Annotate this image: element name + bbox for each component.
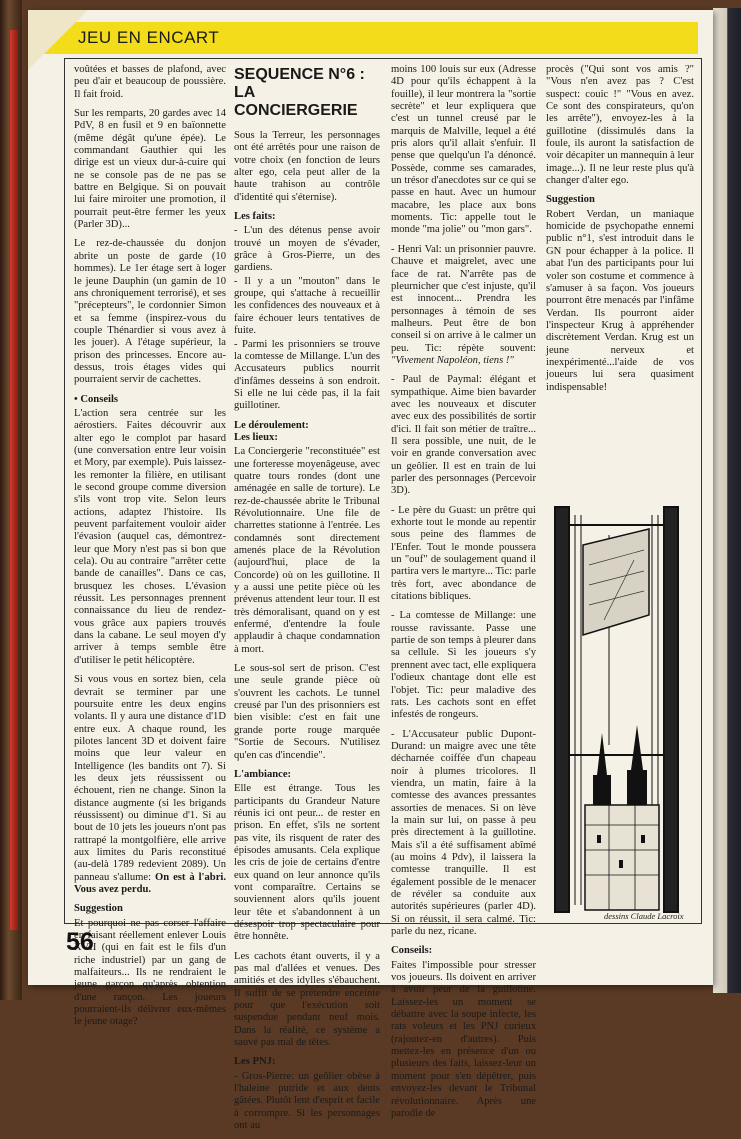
column-3 <box>391 64 536 1127</box>
paragraph: Le rez-de-chaussée du donjon abrite un poste de garde (10 hommes). Le 1er étage sert à loger le jeune Dauphin (un gamin de 10 ans chroniquement terrorisé), et ses "précepteurs", le cordonnier Simon et sa femme (inspirez-vous du couple Thénardier si vous avez à les jouer). A l'étage supérieur, la prison des princesses. Encore au-dessus, trois étages vides qui pourraient servir de cachettes. <box>74 238 226 386</box>
paragraph: moins 100 louis sur eux (Adresse 4D pour qu'ils échappent à la fouille), il leur montrera la "sortie secrète" et leur expliquera que c'est un tunnel creusé par le marquis de Malville, lequel a été pris alors qu'il allait s'enfuir. Il pense que quelqu'un l'a dénoncé. Possède, comme ses camarades, un trésor d'anecdotes sur ce qui se passe en haut. Avec un humour macabre, les place aux bons moments. Tic: appelle tout le monde "ma jolie" ou "mon gars". <box>391 64 536 236</box>
title-line: SEQUENCE N°6 : <box>234 66 365 83</box>
paragraph: Le sous-sol sert de prison. C'est une seule grande pièce où s'ouvrent les cachots. Le tunnel creusé par l'un des prisonniers est bien visible: c'est en fait une grande porte rouge marquée "Sortie de Secours. N'utilisez qu'en cas d'incendie". <box>234 663 380 761</box>
italic-quote: "Vivement Napoléon, tiens !" <box>391 354 514 366</box>
paragraph: Les cachots étant ouverts, il y a pas mal d'allées et venues. Des amitiés et des idylles s'ébauchent. Il suffit de se prétendre enceinte pour que l'exécution soit suspendue pendant neuf mois. Dans la réalité, ce système a sauvé pas mal de têtes. <box>234 950 380 1049</box>
sequence-title <box>234 66 380 120</box>
column-2 <box>234 64 380 1139</box>
title-line: LA CONCIERGERIE <box>234 84 358 119</box>
paragraph <box>74 674 226 896</box>
illustration-credit: dessins Claude Lacroix <box>604 911 684 921</box>
paragraph-text: Si vous vous en sortez bien, cela devrait se terminer par une poursuite entre les deux engins volants. Il y aura une distance d'1D entre eux. A chaque round, les pilotes lancent 3D et doivent faire moins que leur valeur en Intelligence (les bandits ont 7). Si les deux jets réussissent ou échouent, rien ne change. Sinon la distance augmente (si les brigands réussissent) ou diminue d'1. Si au bout de 10 jets les joueurs n'ont pas rattrapé la montgolfière, elle arrive aux limites du Paris reconstitué (au-delà 1789 redevient 2089). Un panneau s'allume: <box>74 674 226 883</box>
paragraph: Sur les remparts, 20 gardes avec 14 PdV, 8 en fusil et 9 en baïonnette (même dégât qu'une épée). Le commandant Gauthier qui les dirige est un vieux dur-à-cuire qui ne se console pas de ne pas se battre en Belgique. Si on pouvait lui faire miroiter une promotion, il pourrait peut-être fermer les yeux (Parler 3D)... <box>74 108 226 231</box>
banner-title: JEU EN ENCART <box>78 28 220 47</box>
paragraph: - L'Accusateur public Dupont-Durand: un maigre avec une tête décharnée coiffée d'un chapeau noir à plumes tricolores. Il viendra, un matin, faire à la comtesse des avances pressantes assorties de menaces. Si on lève la main sur lui, on passe à peu près directement à la guillotine. Mais s'il a été suffisament abîmé (au moins 4 Pdv), il laissera la comtesse tranquille. Il est également possible de le menacer de révéler sa conduite aux autorités supérieures (parler 4D). Si on réussit, il sera calmé. Tic: parle du nez, ricane. <box>391 728 536 938</box>
binder <box>0 0 22 1000</box>
paragraph <box>391 244 536 367</box>
paragraph: - Le père du Guast: un prêtre qui exhorte tout le monde au repentir sous peine des flammes de l'Enfer. Tout le monde poussera un "ouf" de soulagement quand il partira vers le martyre... Tic: parle très fort, avec abondance de citations bibliques. <box>391 504 536 603</box>
paragraph: - Parmi les prisonniers se trouve la comtesse de Millange. L'un des Accusateurs publics nourrit d'infâmes desseins à son endroit. Si elle ne lui cède pas, il la fait guillotiner. <box>234 338 380 412</box>
column-1 <box>74 64 226 1036</box>
paragraph: - Gros-Pierre: un geôlier obèse à l'haleine putride et aux dents gâtées. Plutôt lent d'esprit et facile à corrompre. Si les personnages ont au <box>234 1070 380 1132</box>
paragraph: procès ("Qui sont vos amis ?" "Vous n'en avez pas ? C'est suspect: couic !" "Vous en avez. Ce sont des conspirateurs, qu'on les arrête"), envoyez-les à la guillotine (dissimulés dans la foule, ils auront la satisfaction de voir décapiter un mannequin à leur image...). Il ne leur reste plus qu'à changer d'alter ego. <box>546 64 694 187</box>
guillotine-illustration <box>549 505 690 915</box>
section-banner <box>38 22 698 54</box>
heading-deroulement: Le déroulement: <box>234 419 309 431</box>
paragraph: L'action sera centrée sur les aérostiers. Faites découvrir aux alter ego le complot par hasard (une conversation entre leur voisin et Mory, par exemple). Puis laissez-les remonter la filière, en utilisant le second groupe comme diversion s'ils vont trop vite. Selon leurs actions, adaptez l'histoire. Ils peuvent parfaitement vouloir aider l'évasion (auquel cas, démontrez-leur que Mory n'est pas si bon que cela). Ou au contraire "arrêter cette bande de canailles". Dans ce cas, brusquez les choses. L'évasion réussit. Les personnages prennent connaissance du lieu de rendez-vous grâce aux papiers trouvés dans la cabane. Le seul moyen d'y arriver à temps semble être d'utiliser le petit hélicoptère. <box>74 407 226 666</box>
heading-lieux: Les lieux: <box>234 431 278 443</box>
paragraph: Et pourquoi ne pas corser l'affaire en faisant réellement enlever Louis XVII (qui en fait est le fils d'un riche industriel) par un gang de malfaiteurs... Ils ne rendraient le jeune garçon qu'après obtention d'une rançon. Les joueurs pourraient-ils délivrer eux-mêmes le jeune otage? <box>74 917 226 1028</box>
paragraph: - Paul de Paymal: élégant et sympathique. Aime bien bavarder avec les nouveaux et discuter avec eux des possibilités de sortir d'ici. Il fait son métier de traître... Il sera possible, une nuit, de le voir en grande conversation avec un geôlier. Il est en train de lui parler des personnages (Percevoir 3D). <box>391 374 536 497</box>
paragraph: - L'un des détenus pense avoir trouvé un moyen de s'évader, grâce à Gros-Pierre, un des gardiens. <box>234 225 380 274</box>
paragraph-text: - Henri Val: un prisonnier pauvre. Chauve et maigrelet, avec une face de rat. N'arrête pas de pleurnicher que c'est injuste, qu'il est innocent... Prendra les personnages à témoin de ses malheurs. Peut être de bon conseil si on arrive à le calmer un peu. Tic: répète souvent: <box>391 243 536 354</box>
paragraph: Robert Verdan, un maniaque homicide de psychopathe ennemi public n°1, s'est introduit dans le GN pour échapper à la police. Il abat l'un des participants pour lui voler son costume et commence à s'amuser à sa façon. Vos joueurs pourront être menacés par l'infâme Verdan. Ils pourront aider l'inspecteur Krug à appréhender discrètement Verdan. Krug est un jeune nerveux et inexpérimenté...l'aide de vos joueurs lui sera quasiment indispensable! <box>546 208 694 393</box>
paragraph: Elle est étrange. Tous les participants du Grandeur Nature réunis ici ont peur... de rester en prison. En effet, s'ils ne sortent pas vite, ils risquent de rater des épisodes amusants. Cela explique les cris de joie de certains d'entre eux quand on leur annonce qu'ils vont comparaître. Certains se souviennent alors qu'ils jouent leur tête et s'abandonnent à un désespoir trop spectaculaire pour être honnête. <box>234 783 380 943</box>
heading-conseils: Conseils: <box>391 945 433 957</box>
paragraph: - La comtesse de Millange: une rousse ravissante. Passe une partie de son temps à pleurer dans sa cellule. Si les joueurs s'y prennent avec tact, elle expliquera l'odieux chantage dont elle est l'objet. Tic: peur maladive des rats. Les cachots sont en effet infestés de rongeurs. <box>391 610 536 721</box>
heading-faits: Les faits: <box>234 211 276 223</box>
heading-suggestion: Suggestion <box>74 903 123 915</box>
paragraph: La Conciergerie "reconstituée" est une forteresse moyenâgeuse, avec quatre tours rondes (dont une aménagée en salle de torture). Le rez-de-chaussée abrite le Tribunal Révolutionnaire. Une file de charrettes stationne à l'entrée. Les condamnés sont directement amenés place de la Révolution (aujourd'hui, place de la Concorde) où on les guillotine. Il y a aussi une petite pièce où les prévenus attendent leur tour. Il est très démoralisant, quand on y est enfermé, d'entendre la foule applaudir à chaque condamnation à mort. <box>234 446 380 655</box>
heading-conseils: • Conseils <box>74 393 119 405</box>
column-4 <box>546 64 694 401</box>
heading-pnj: Les PNJ: <box>234 1056 276 1068</box>
paragraph: voûtées et basses de plafond, avec peu d'air et beaucoup de poussière. Il fait froid. <box>74 64 226 100</box>
heading-ambiance: L'ambiance: <box>234 768 292 780</box>
paragraph: Faites l'impossible pour stresser vos joueurs. Ils doivent en arriver à avoir peur de la guillotine. Laissez-les un moment se débattre avec la soupe infecte, les rats voleurs et les PNJ curieux (rajoutez-en d'autres). Puis mettez-les en présence d'un ou plusieurs des faits, laissez-leur un moment pour s'en dépêtrer, puis envoyez-les devant le Tribunal révolutionnaire. Après une parodie de <box>391 959 536 1119</box>
paragraph: Sous la Terreur, les personnages ont été arrêtés pour une raison de votre choix (en fonction de leurs alter ego, cela peut aller de la haute trahison au contrôle d'identité qui s'éternise). <box>234 130 380 203</box>
page-edge <box>713 8 741 993</box>
paragraph: - Il y a un "mouton" dans le groupe, qui s'attache à recueillir les confidences des nouveaux et à faire échouer leurs tentatives de fuite. <box>234 275 380 337</box>
page-number: 56 <box>66 928 94 956</box>
heading-suggestion: Suggestion <box>546 194 595 206</box>
bold-text: On est à l'abri. Vous avez perdu. <box>74 871 226 895</box>
binder-strip <box>10 30 18 930</box>
